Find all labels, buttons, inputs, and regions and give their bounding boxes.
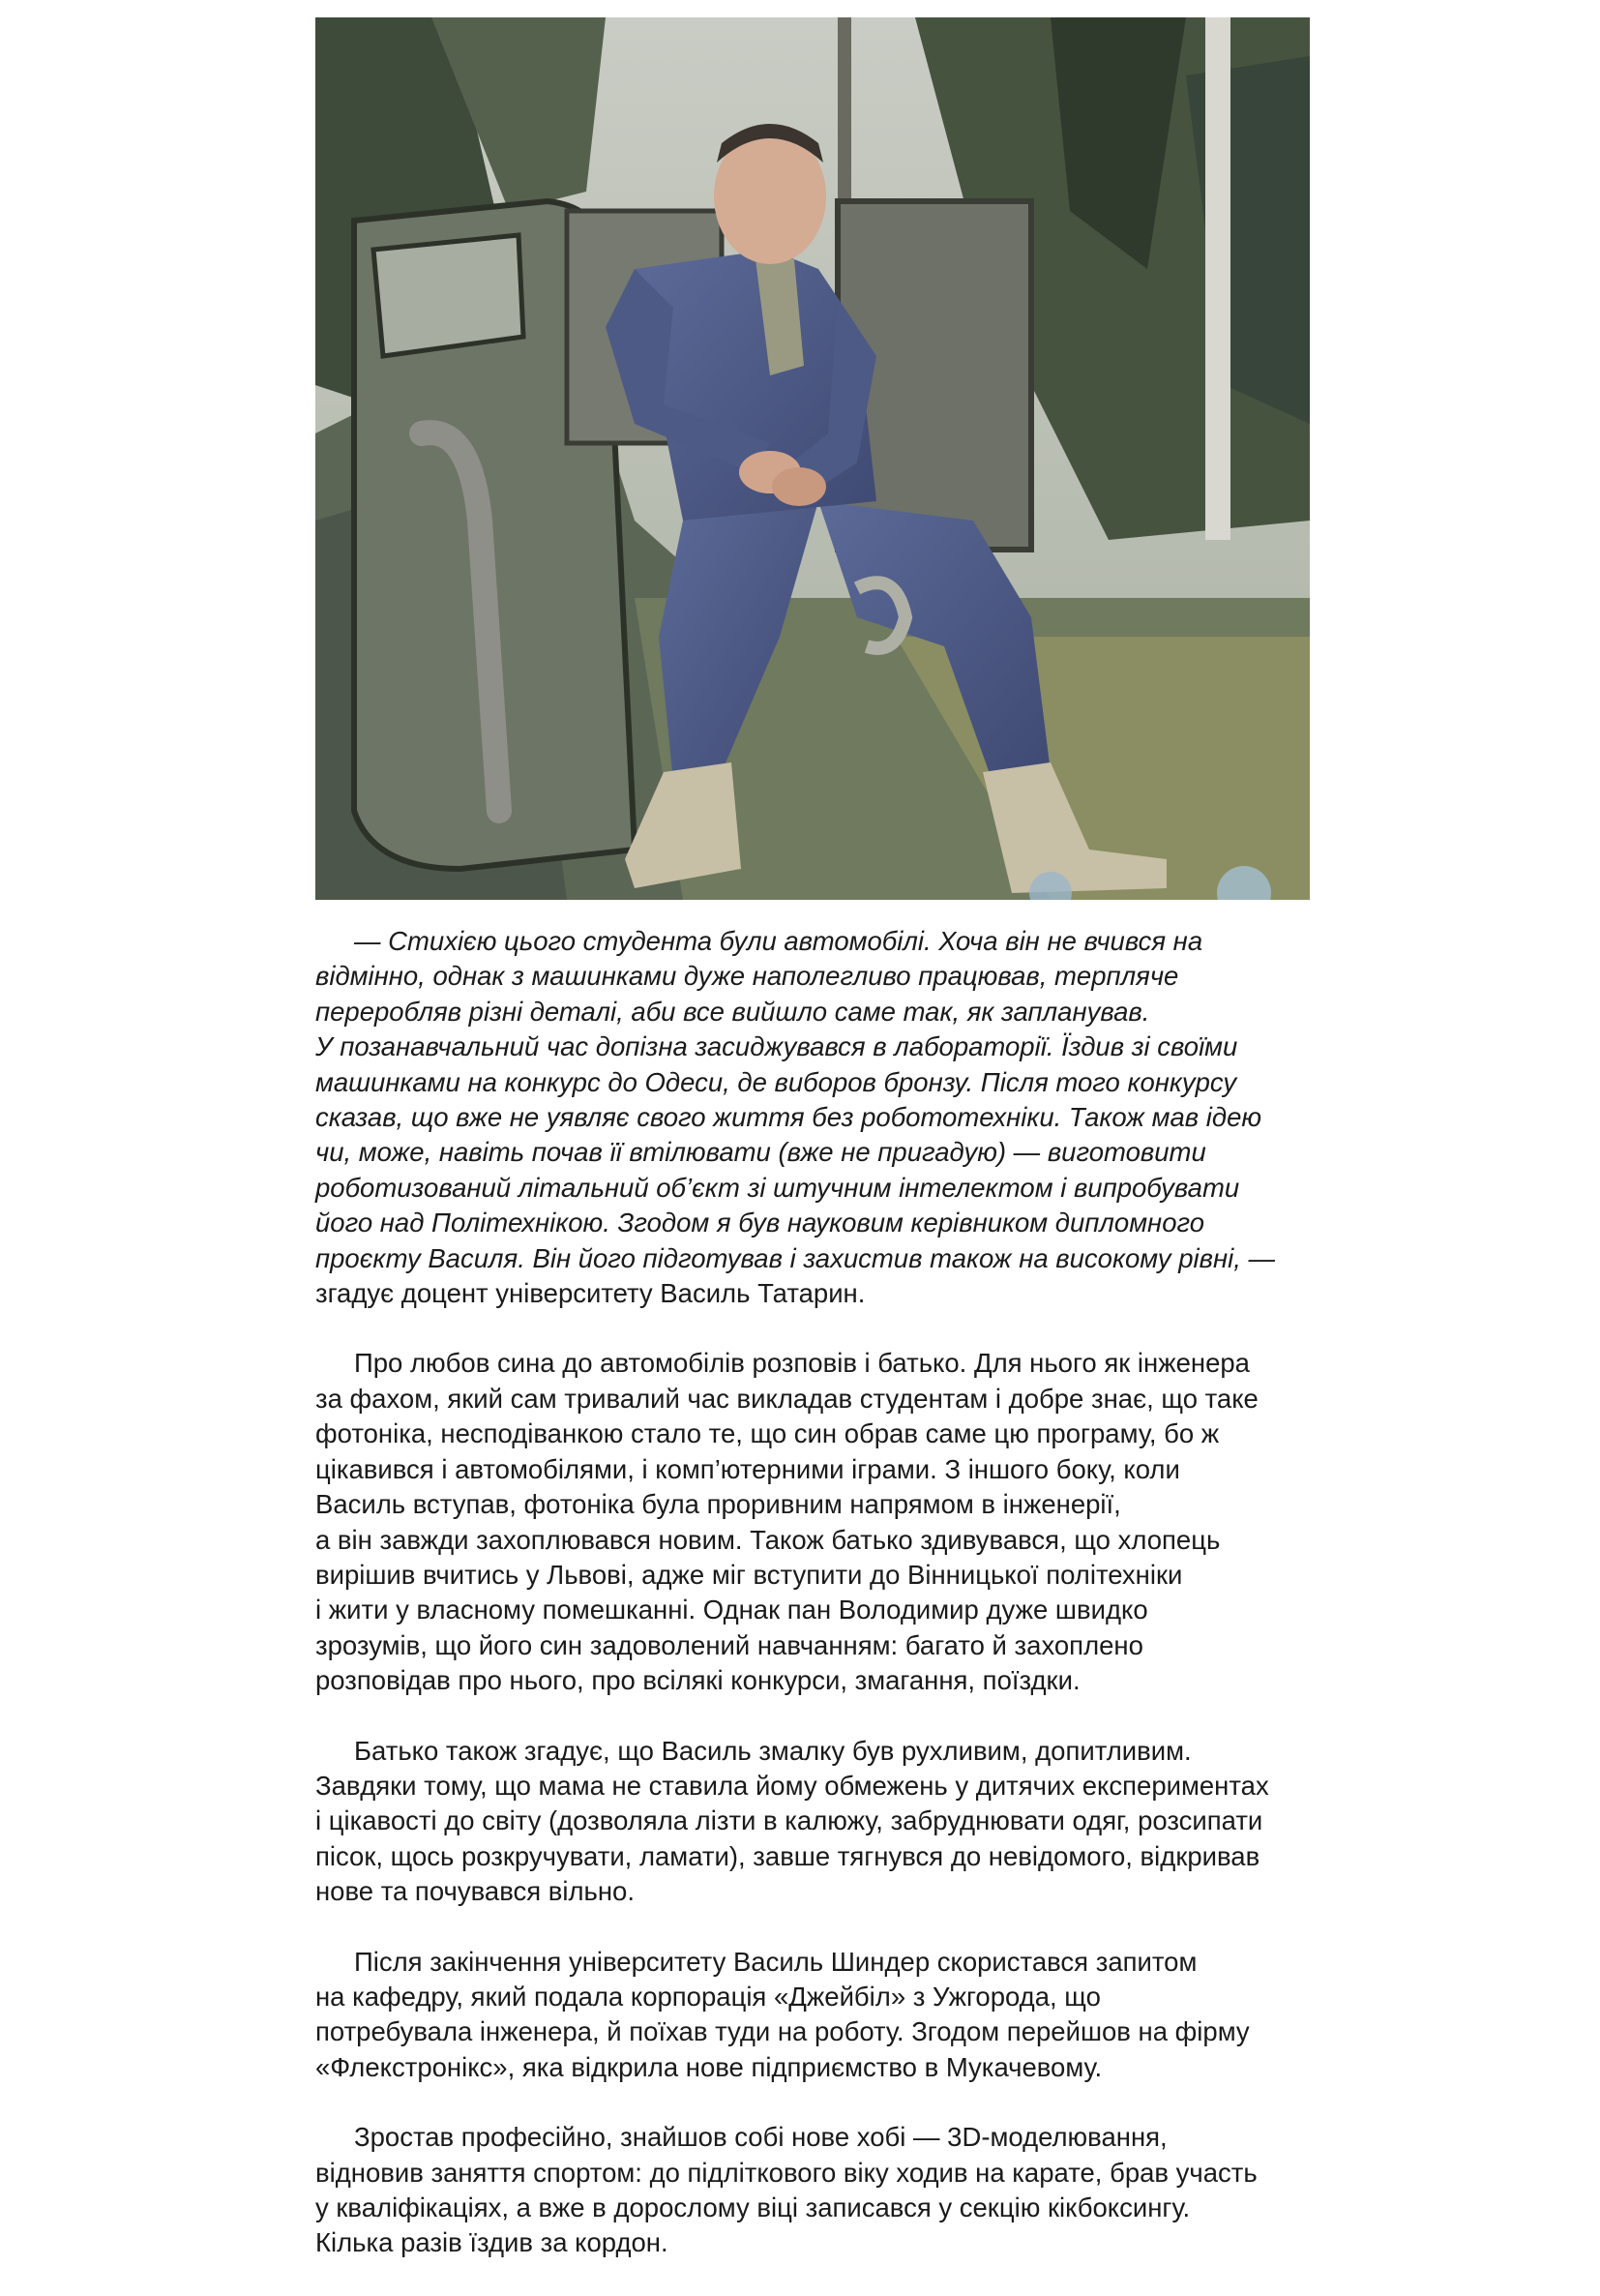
- text-line: його над Політехнікою. Згодом я був науковим керівником дипломного: [315, 1208, 1205, 1238]
- quote-attribution: згадує доцент університету Василь Татарин.: [315, 1278, 866, 1309]
- text-line: нове та почувався вільно.: [315, 1876, 635, 1907]
- body-paragraph: [315, 2120, 1312, 2261]
- text-line: вирішив вчитись у Львові, адже міг вступити до Вінницької політехніки: [315, 1559, 1183, 1590]
- body-paragraph: [315, 1734, 1312, 1910]
- text-line: «Флекстронікс», яка відкрила нове підприємство в Мукачевому.: [315, 2051, 1103, 2082]
- text-line: за фахом, який сам тривалий час викладав студентам і добре знає, що таке: [315, 1383, 1259, 1414]
- text-line: машинками на конкурс до Одеси, де виборов бронзу. Після того конкурсу: [315, 1066, 1237, 1097]
- text-line: Зростав професійно, знайшов собі нове хобі — 3D-моделювання,: [354, 2122, 1168, 2153]
- body-paragraph: [315, 1945, 1312, 2086]
- text-line: сказав, що вже не уявляє свого життя без робототехніки. Також мав ідею: [315, 1102, 1262, 1133]
- article-body: [315, 924, 1312, 2296]
- text-line: у кваліфікаціях, а вже в дорослому віці записався у секцію кікбоксингу.: [315, 2192, 1191, 2222]
- text-line: Після закінчення університету Василь Шиндер скористався запитом: [354, 1946, 1198, 1977]
- text-line: — Стихією цього студента були автомобілі. Хоча він не вчився на: [354, 926, 1203, 956]
- photo-illustration: [315, 17, 1310, 900]
- text-line: відмінно, однак з машинками дуже наполегливо працював, терпляче: [315, 961, 1179, 992]
- text-line: Василь вступав, фотоніка була проривним напрямом в інженерії,: [315, 1489, 1121, 1520]
- text-line: пісок, щось розкручувати, ламати), завше тягнувся до невідомого, відкривав: [315, 1840, 1260, 1871]
- text-line: розповідав про нього, про всілякі конкурси, змагання, поїздки.: [315, 1665, 1081, 1696]
- text-line: переробляв різні деталі, аби все вийшло саме так, як запланував.: [315, 996, 1150, 1027]
- text-line: Завдяки тому, що мама не ставила йому обмежень у дитячих експериментах: [315, 1770, 1269, 1801]
- text-line: а він завжди захоплювався новим. Також батько здивувався, що хлопець: [315, 1524, 1221, 1555]
- text-line: роботизований літальний об’єкт зі штучним інтелектом і випробувати: [315, 1172, 1240, 1203]
- text-line: фотоніка, несподіванкою стало те, що син обрав саме цю програму, бо ж: [315, 1418, 1220, 1449]
- text-line: і жити у власному помешканні. Однак пан Володимир дуже швидко: [315, 1595, 1148, 1625]
- quote-paragraph: [315, 924, 1312, 1311]
- text-line: і цікавості до світу (дозволяла лізти в калюжу, забруднювати одяг, розсипати: [315, 1805, 1263, 1836]
- text-line: Батько також згадує, що Василь змалку був рухливим, допитливим.: [354, 1735, 1192, 1766]
- text-line: Кілька разів їздив за кордон.: [315, 2227, 668, 2258]
- hero-photo: [315, 17, 1310, 900]
- text-line: У позанавчальний час допізна засиджувався в лабораторії. Їздив зі своїми: [315, 1031, 1238, 1062]
- text-line: чи, може, навіть почав її втілювати (вже не пригадую) — виготовити: [315, 1137, 1206, 1168]
- text-line: потребувала інженера, й поїхав туди на роботу. Згодом перейшов на фірму: [315, 2016, 1250, 2047]
- text-line: Про любов сина до автомобілів розповів і батько. Для нього як інженера: [354, 1348, 1250, 1379]
- text-line: відновив заняття спортом: до підліткового віку ходив на карате, брав участь: [315, 2157, 1258, 2188]
- text-line: на кафедру, який подала корпорація «Джейбіл» з Ужгорода, що: [315, 1981, 1101, 2012]
- text-line: цікавився і автомобілями, і комп’ютерними іграми. З іншого боку, коли: [315, 1453, 1180, 1484]
- text-line: зрозумів, що його син задоволений навчанням: багато й захоплено: [315, 1629, 1143, 1660]
- text-line: проєкту Василя. Він його підготував і захистив також на високому рівні, —: [315, 1242, 1275, 1273]
- body-paragraph: [315, 1346, 1312, 1698]
